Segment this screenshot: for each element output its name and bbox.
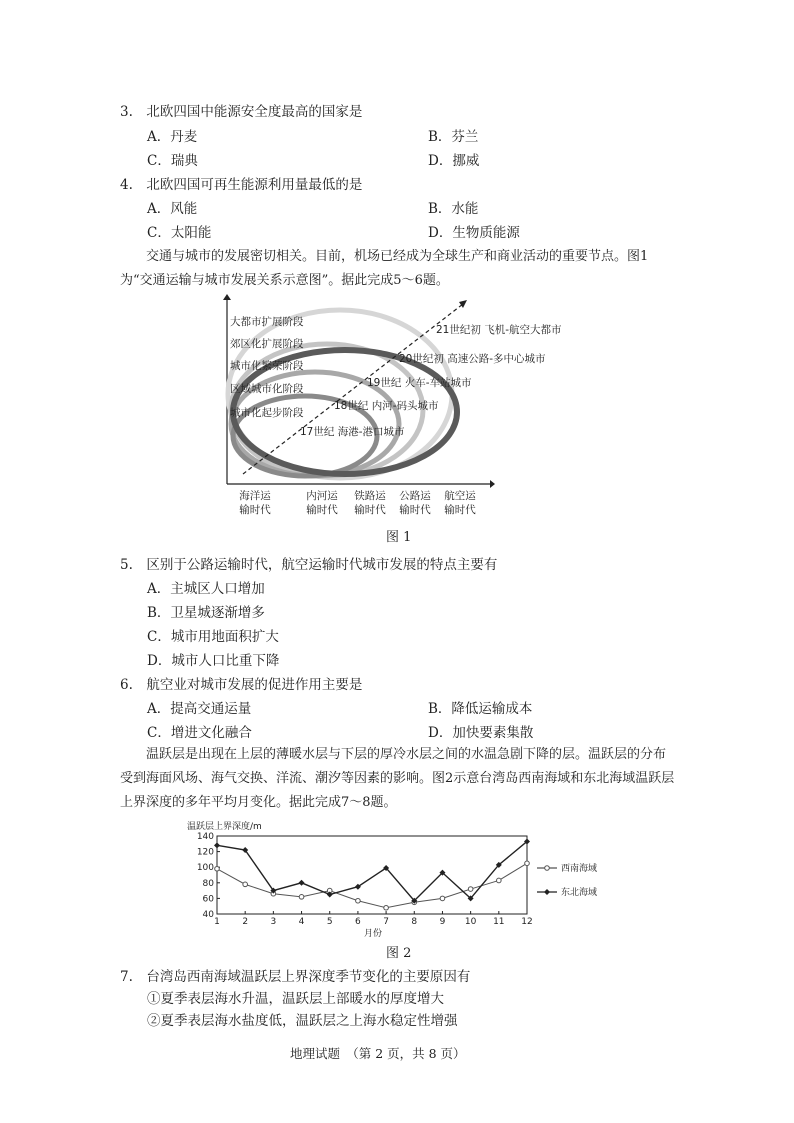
q6-option-d: D．加快要素集散	[428, 725, 534, 741]
figure1-stage-label: 区域城市化阶段	[230, 383, 304, 395]
figure2-data-point	[215, 866, 220, 871]
figure2-x-axis-label: 月份	[363, 929, 383, 939]
figure1-x-label: 输时代	[399, 504, 431, 516]
figure2-x-tick-label: 11	[493, 917, 505, 927]
figure2-legend-marker	[545, 866, 550, 871]
figure2-data-point	[468, 887, 473, 892]
figure1-era-label: 18世纪 内河-码头城市	[334, 400, 439, 412]
question-7-stem: 7. 台湾岛西南海域温跃层上界深度季节变化的主要原因有	[120, 969, 471, 985]
figure2-y-tick-label: 120	[196, 847, 214, 858]
figure2-data-point	[497, 878, 502, 883]
figure2-y-tick-label: 100	[196, 863, 214, 874]
figure1-stage-label: 郊区化扩展阶段	[230, 338, 304, 350]
question-3-stem: 3. 北欧四国中能源安全度最高的国家是	[120, 104, 363, 120]
figure2-caption: 图 2	[386, 946, 412, 961]
figure2-legend-marker	[544, 889, 550, 895]
figure1-x-label: 输时代	[306, 504, 338, 516]
q5-option-c: C．城市用地面积扩大	[147, 629, 279, 645]
figure1-y-arrow	[223, 294, 231, 300]
figure1-era-label: 21世纪初 飞机-航空大都市	[436, 324, 562, 336]
figure1-stage-label: 城市化起步阶段	[230, 407, 304, 419]
question-5-stem: 5. 区别于公路运输时代，航空运输时代城市发展的特点主要有	[120, 557, 498, 573]
figure1-x-label: 内河运	[306, 490, 338, 502]
figure2-x-tick-label: 12	[521, 917, 533, 927]
figure2-legend-label: 东北海域	[561, 888, 598, 898]
q3-option-d: D．挪威	[428, 153, 480, 169]
figure2-data-point	[384, 905, 389, 910]
figure2-data-point	[525, 861, 530, 866]
figure2-data-point	[299, 895, 304, 900]
figure1-era-label: 20世纪初 高速公路-多中心城市	[399, 353, 546, 365]
figure2-x-tick-label: 4	[298, 917, 305, 927]
figure2-data-point	[243, 882, 248, 887]
q4-option-a: A．风能	[147, 201, 198, 217]
figure1-diagram	[215, 292, 562, 520]
figure2-x-tick-label: 1	[214, 917, 220, 927]
q4-option-b: B．水能	[428, 201, 479, 217]
figure2-line-chart	[185, 816, 625, 938]
q6-option-a: A．提高交通运量	[147, 701, 252, 717]
q5-option-d: D．城市人口比重下降	[147, 653, 280, 669]
figure2-x-tick-label: 8	[411, 917, 418, 927]
figure2-data-point	[299, 880, 305, 886]
figure2-series-line	[217, 863, 527, 907]
page-footer: 地理试题 （第 2 页，共 8 页）	[290, 1046, 466, 1061]
intro-paragraph-figure2: 温跃层是出现在上层的薄暖水层与下层的厚冷水层之间的水温急剧下降的层。温跃层的分布受到海面风场、海气交换、洋流、潮汐等因素的影响。图2示意台湾岛西南海域和东北海域温跃层上界深度的多年平均月变化。据此完成7～8题。	[120, 747, 675, 810]
figure2-data-point	[356, 898, 361, 903]
figure2-series-line	[217, 841, 527, 900]
figure2-x-tick-label: 10	[464, 917, 477, 927]
figure2-y-tick-label: 60	[202, 894, 214, 905]
figure2-data-point	[440, 896, 445, 901]
figure2-x-tick-label: 9	[439, 917, 446, 927]
figure2-x-tick-label: 3	[270, 917, 277, 927]
figure2-y-tick-label: 140	[196, 832, 214, 842]
figure2-y-tick-label: 40	[202, 910, 214, 920]
question-6-stem: 6. 航空业对城市发展的促进作用主要是	[120, 677, 363, 693]
figure2-legend-label: 西南海域	[561, 864, 598, 874]
figure1-era-label: 17世纪 海港-港口城市	[300, 426, 405, 438]
question-4-stem: 4. 北欧四国可再生能源利用量最低的是	[120, 177, 363, 193]
figure1-stage-label: 大都市扩展阶段	[230, 316, 304, 328]
q7-statement-2: ②夏季表层海水盐度低，温跃层之上海水稳定性增强	[147, 1013, 458, 1029]
q3-option-c: C．瑞典	[147, 153, 198, 169]
figure1-x-label: 输时代	[444, 504, 476, 516]
figure1-x-label: 输时代	[239, 504, 271, 516]
figure1-era-label: 19世纪 火车-车站城市	[367, 377, 472, 389]
figure2-x-tick-label: 6	[355, 917, 361, 927]
q6-option-b: B．降低运输成本	[428, 701, 533, 717]
figure1-caption: 图 1	[386, 530, 412, 545]
figure2-data-point	[214, 842, 220, 848]
q3-option-b: B．芬兰	[428, 129, 479, 145]
figure2-plot-frame	[217, 836, 527, 914]
figure2-x-tick-label: 7	[383, 917, 389, 927]
q5-option-a: A．主城区人口增加	[147, 581, 265, 597]
figure1-x-arrow	[490, 480, 495, 488]
figure2-y-axis-label: 温跃层上界深度/m	[187, 822, 262, 832]
q7-statement-1: ①夏季表层海水升温，温跃层上部暖水的厚度增大	[147, 991, 444, 1007]
q4-option-c: C．太阳能	[147, 225, 212, 241]
figure1-x-label: 海洋运	[239, 490, 271, 502]
figure1-x-label: 铁路运	[354, 490, 386, 502]
figure1-stage-label: 城市化繁荣阶段	[230, 360, 304, 372]
figure2-x-tick-label: 2	[242, 917, 249, 927]
figure1-x-label: 航空运	[444, 490, 476, 502]
figure1-x-label: 输时代	[354, 504, 386, 516]
figure1-x-label: 公路运	[399, 490, 431, 502]
figure2-y-tick-label: 80	[202, 878, 214, 889]
q6-option-c: C．增进文化融合	[147, 725, 252, 741]
q5-option-b: B．卫星城逐渐增多	[147, 605, 265, 621]
q4-option-d: D．生物质能源	[428, 225, 520, 241]
figure2-x-tick-label: 5	[326, 917, 333, 927]
intro-paragraph-figure1: 交通与城市的发展密切相关。目前，机场已经成为全球生产和商业活动的重要节点。图1为“交通运输与城市发展关系示意图”。据此完成5～6题。	[120, 249, 649, 288]
q3-option-a: A．丹麦	[147, 129, 198, 145]
